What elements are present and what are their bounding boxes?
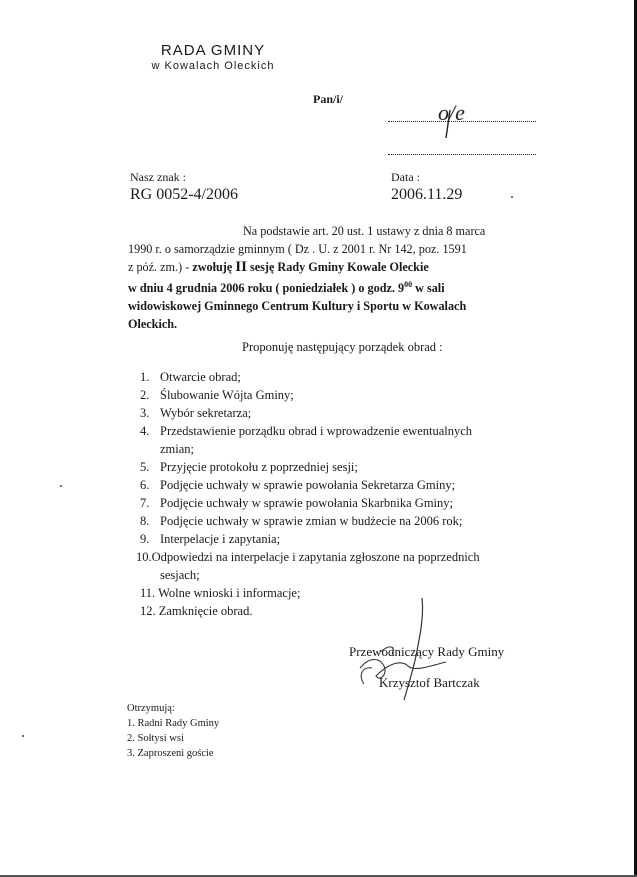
- scan-speck: [60, 485, 62, 487]
- agenda-item: 12. Zamknięcie obrad.: [140, 604, 253, 618]
- body-line-6: Oleckich.: [128, 317, 178, 332]
- letter-body: [128, 222, 553, 333]
- agenda-item: 4. Przedstawienie porządku obrad i wprowadzenie ewentualnych zmian;: [140, 424, 473, 456]
- addressee-label: Pan/i/: [313, 92, 344, 106]
- scan-speck: [511, 196, 513, 198]
- recipient-item: 2. Sołtysi wsi: [127, 733, 184, 744]
- date-value: 2006.11.29: [391, 186, 463, 203]
- agenda-item: 9. Interpelacje i zapytania;: [140, 532, 281, 546]
- agenda-item: 8. Podjęcie uchwały w sprawie zmian w budżecie na 2006 rok;: [140, 514, 463, 528]
- letterhead: [128, 42, 298, 72]
- body-line-4: w dniu 4 grudnia 2006 roku ( poniedziałek ) o godz. $9^{00}$ w sali: [128, 280, 445, 296]
- body-line-5: widowiskowej Gminnego Centrum Kultury i Sportu w Kowalach: [128, 299, 467, 314]
- agenda-item: 1. Otwarcie obrad;: [140, 370, 241, 384]
- addressee-line-2: [388, 138, 536, 155]
- agenda-item: 2. Ślubowanie Wójta Gminy;: [140, 388, 294, 402]
- letterhead-location: w Kowalach Oleckich: [151, 60, 275, 72]
- agenda-intro: Proponuję następujący porządek obrad :: [242, 340, 443, 354]
- signature-title: Przewodniczący Rady Gminy: [349, 644, 505, 659]
- agenda-item: 11. Wolne wnioski i informacje;: [140, 586, 301, 600]
- reference-label: Nasz znak :: [130, 170, 186, 184]
- handwritten-addressee: [420, 98, 500, 138]
- agenda-item: 10.Odpowiedzi na interpelacje i zapytania zgłoszone na poprzednich sesjach;: [136, 550, 480, 582]
- body-line-2: 1990 r. o samorządzie gminnym ( Dz . U. z 2001 r. Nr 142, poz. 1591: [128, 242, 467, 256]
- agenda-item: 3. Wybór sekretarza;: [140, 406, 252, 420]
- date-label: Data :: [391, 170, 420, 184]
- body-line-1: Na podstawie art. 20 ust. 1 ustawy z dnia 8 marca: [243, 224, 486, 238]
- recipients-label: Otrzymują:: [127, 703, 175, 714]
- recipients-block: [127, 701, 219, 761]
- agenda-list: [136, 368, 560, 620]
- body-line-3: z póź. zm.) - zwołuję II sesję Rady Gminy Kowale Oleckie: [128, 259, 429, 275]
- agenda-item: 6. Podjęcie uchwały w sprawie powołania Sekretarza Gminy;: [140, 478, 456, 492]
- signature-name: Krzysztof Bartczak: [379, 675, 480, 690]
- recipient-item: 3. Zaproszeni goście: [127, 748, 214, 759]
- signature-block: [349, 636, 504, 698]
- letterhead-organization: RADA GMINY: [160, 42, 266, 59]
- agenda-item: 7. Podjęcie uchwały w sprawie powołania Skarbnika Gminy;: [140, 496, 453, 510]
- reference-value: RG 0052-4/2006: [130, 186, 238, 203]
- scan-speck: [22, 735, 24, 737]
- svg-text:o/e: o/e: [438, 100, 465, 125]
- recipient-item: 1. Radni Rady Gminy: [127, 718, 220, 729]
- agenda-item: 5. Przyjęcie protokołu z poprzedniej sesji;: [140, 460, 358, 474]
